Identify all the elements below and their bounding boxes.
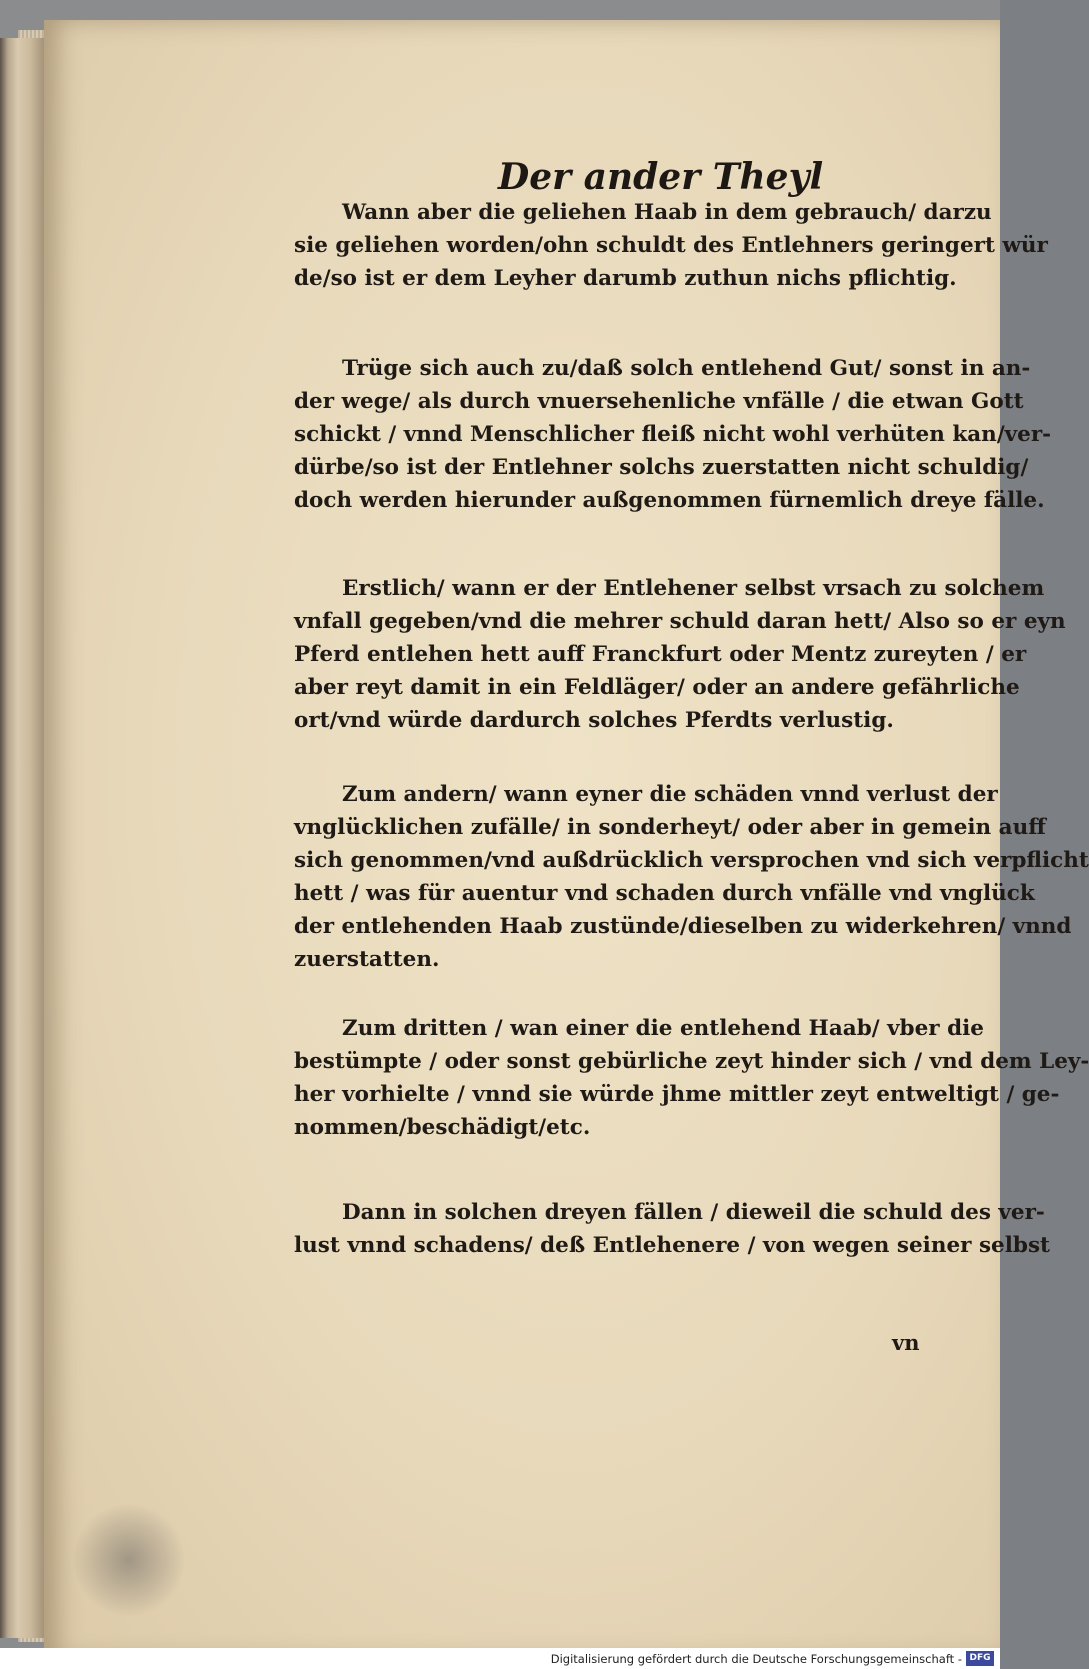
catchword: vn bbox=[892, 1330, 920, 1355]
book-spine-edge bbox=[0, 38, 44, 1638]
text-line: schickt / vnnd Menschlicher fleiß nicht wohl verhüten kan/ver- bbox=[294, 422, 1052, 447]
text-line: Erstlich/ wann er der Entlehener selbst vrsach zu solchem bbox=[342, 576, 1045, 601]
text-line: der wege/ als durch vnuersehenliche vnfälle / die etwan Gott bbox=[294, 389, 1024, 414]
text-line: Trüge sich auch zu/daß solch entlehend Gut/ sonst in an- bbox=[342, 356, 1031, 381]
text-line: zuerstatten. bbox=[294, 947, 440, 972]
footer-credit: Digitalisierung gefördert durch die Deutsche Forschungsgemeinschaft - bbox=[550, 1652, 962, 1666]
running-head: Der ander Theyl bbox=[498, 156, 824, 198]
text-line: der entlehenden Haab zustünde/dieselben zu widerkehren/ vnnd bbox=[294, 914, 1072, 939]
paragraph-5 bbox=[294, 1012, 1089, 1144]
text-line: sie geliehen worden/ohn schuldt des Entlehners geringert wür bbox=[294, 233, 1048, 258]
text-line: dürbe/so ist der Entlehner solchs zuerstatten nicht schuldig/ bbox=[294, 455, 1029, 480]
text-line: sich genommen/vnd außdrücklich versprochen vnd sich verpflicht bbox=[294, 848, 1089, 873]
text-line: vnglücklichen zufälle/ in sonderheyt/ oder aber in gemein auff bbox=[294, 815, 1046, 840]
text-line: bestümpte / oder sonst gebürliche zeyt hinder sich / vnd dem Ley- bbox=[294, 1049, 1089, 1074]
dfg-logo: DFG bbox=[966, 1651, 994, 1666]
text-line: hett / was für auentur vnd schaden durch vnfälle vnd vnglück bbox=[294, 881, 1035, 906]
paragraph-6 bbox=[294, 1196, 1050, 1262]
paragraph-2 bbox=[294, 352, 1052, 517]
text-line: nommen/beschädigt/etc. bbox=[294, 1115, 591, 1140]
text-line: Zum andern/ wann eyner die schäden vnnd verlust der bbox=[342, 782, 998, 807]
text-line: aber reyt damit in ein Feldläger/ oder an andere gefährliche bbox=[294, 675, 1020, 700]
paragraph-3 bbox=[294, 572, 1066, 737]
text-line: vnfall gegeben/vnd die mehrer schuld daran hett/ Also so er eyn bbox=[294, 609, 1066, 634]
text-line: ort/vnd würde dardurch solches Pferdts verlustig. bbox=[294, 708, 894, 733]
text-line: lust vnnd schadens/ deß Entlehenere / von wegen seiner selbst bbox=[294, 1233, 1050, 1258]
paragraph-1 bbox=[294, 196, 1048, 295]
text-line: Wann aber die geliehen Haab in dem gebrauch/ darzu bbox=[342, 200, 992, 225]
text-line: doch werden hierunder außgenommen fürnemlich dreye fälle. bbox=[294, 488, 1045, 513]
thumb-smudge bbox=[74, 1500, 184, 1620]
text-line: de/so ist er dem Leyher darumb zuthun nichs pflichtig. bbox=[294, 266, 957, 291]
text-line: Dann in solchen dreyen fällen / dieweil die schuld des ver- bbox=[342, 1200, 1045, 1225]
text-line: Pferd entlehen hett auff Franckfurt oder Mentz zureyten / er bbox=[294, 642, 1027, 667]
text-line: Zum dritten / wan einer die entlehend Haab/ vber die bbox=[342, 1016, 984, 1041]
text-line: her vorhielte / vnnd sie würde jhme mittler zeyt entweltigt / ge- bbox=[294, 1082, 1060, 1107]
paragraph-4 bbox=[294, 778, 1089, 976]
